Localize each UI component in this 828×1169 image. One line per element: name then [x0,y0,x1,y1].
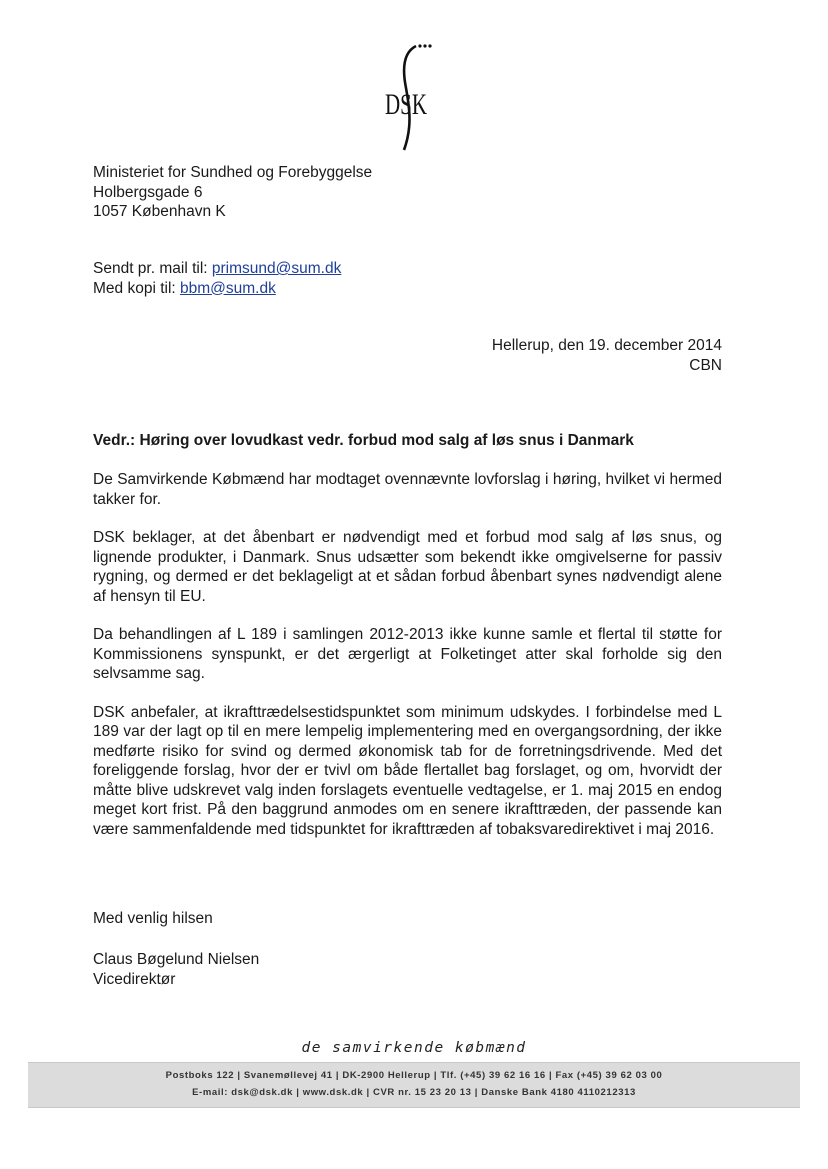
signer-name: Claus Bøgelund Nielsen [93,951,260,968]
body-paragraph: DSK beklager, at det åbenbart er nødvendigt med et forbud mod salg af løs snus, og lignende produkter, i Danmark. Snus udsætter som bekendt ikke omgivelserne for passiv rygning, og dermed er det beklageligt at et sådan forbud åbenbart synes nødvendigt alene af hensyn til EU. [93,529,722,605]
initials: CBN [689,357,722,374]
body-paragraph: De Samvirkende Købmænd har modtaget ovennævnte lovforslag i høring, hvilket vi hermed takker for. [93,471,722,508]
cc-label: Med kopi til: [93,279,176,297]
closing-greeting: Med venlig hilsen [93,910,213,927]
recipient-line: Ministeriet for Sundhed og Forebyggelse [93,164,373,181]
body-paragraph: DSK anbefaler, at ikrafttrædelsestidspunktet som minimum udskydes. I forbindelse med L 189 var der lagt op til en mere lempelig implementering med en overgangsordning, der ikke medførte risiko for svind og dermed økonomisk tab for de forretningsdrivende. Med det foreliggende forslag, hvor der er tvivl om både flertallet bag forslaget, og om, hvorvidt der måtte blive udskrevet valg inden forslagets eventuelle vedtagelse, er 1. maj 2015 en endog meget kort frist. På den baggrund anmodes om en senere ikrafttræden, der passende kan være sammenfaldende med tidspunktet for ikrafttræden af tobaksvaredirektivet i maj 2016. [93,703,722,838]
signature-block [93,950,259,990]
signer-title: Vicedirektør [93,971,176,988]
footer-line: Postboks 122 | Svanemøllevej 41 | DK-2900 Hellerup | Tlf. (+45) 39 62 16 16 | Fax (+45) 39 62 03 00 [165,1070,663,1081]
body-paragraph: Da behandlingen af L 189 i samlingen 2012-2013 ikke kunne samle et flertal til støtte for Kommissionens synspunkt, er det ærgerligt at Folketinget atter skal forholde sig den selvsamme sag. [93,626,722,682]
recipient-address [93,163,372,222]
recipient-line: 1057 København K [93,203,226,220]
date-block [492,336,722,376]
letter-body [93,470,722,858]
mail-info [93,259,341,298]
footer-tagline: de samvirkende købmænd [301,1040,527,1056]
sent-email-link[interactable]: primsund@sum.dk [211,260,342,277]
cc-email-link[interactable]: bbm@sum.dk [180,279,276,297]
recipient-line: Holbergsgade 6 [93,183,203,201]
footer-line: E-mail: dsk@dsk.dk | www.dsk.dk | CVR nr. 15 23 20 13 | Danske Bank 4180 4110212313 [192,1087,636,1098]
sent-label: Sendt pr. mail til: [93,260,208,277]
date-line: Hellerup, den 19. december 2014 [491,337,722,354]
svg-text:DSK: DSK [385,88,428,121]
cc-line [93,279,341,299]
dsk-logo [376,38,436,158]
footer-contact [28,1062,800,1108]
sent-line [93,259,341,279]
letter-subject: Vedr.: Høring over lovudkast vedr. forbud mod salg af løs snus i Danmark [93,432,634,449]
